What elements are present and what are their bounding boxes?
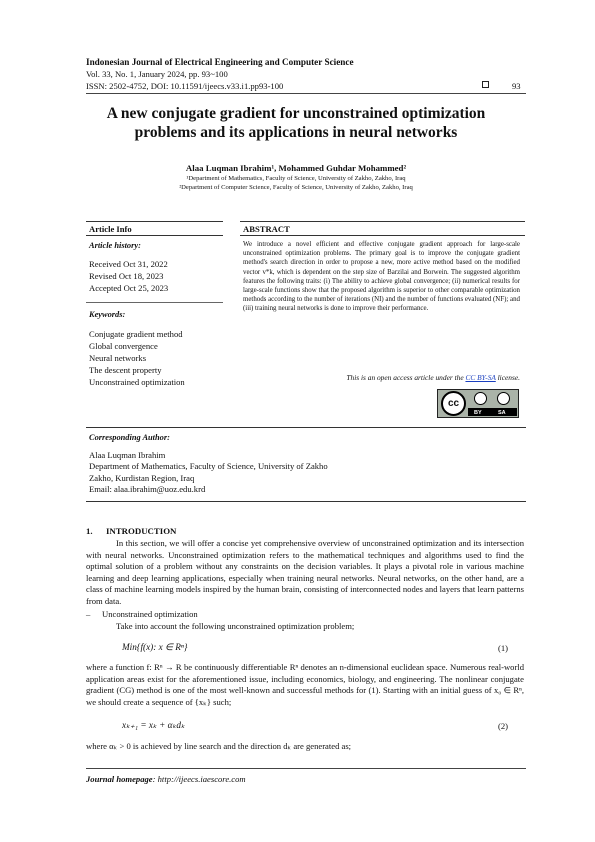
corresponding-name: Alaa Luqman Ibrahim <box>89 450 166 460</box>
cc-icon: cc <box>441 391 466 416</box>
abstract-top-rule <box>240 221 525 222</box>
corresponding-location: Zakho, Kurdistan Region, Iraq <box>89 473 195 483</box>
attribution-icon <box>474 392 487 405</box>
info-bottom-rule <box>86 427 526 428</box>
article-history-heading: Article history: <box>89 241 141 250</box>
affiliation-1: ¹Department of Mathematics, Faculty of Science, University of Zakho, Zakho, Iraq <box>186 175 406 182</box>
keyword-item: Neural networks <box>89 353 147 363</box>
paper-title <box>86 104 506 142</box>
paper-title-line-1: A new conjugate gradient for unconstrained optimization <box>106 105 486 122</box>
journal-homepage-url[interactable]: : http://ijeecs.iaescore.com <box>152 774 246 784</box>
page-number: 93 <box>512 81 521 91</box>
abstract-text: We introduce a novel efficient and effective conjugate gradient approach for large-scale unconstrained optimization problems. The primary goal is to improve the conjugate gradient method's search direction in order to propose a new, more active method based on the modified vector v*k, which is dependent on the step size of Barzilai and Borwein. The suggested algorithm features the following traits: (i) The ability to achieve global convergence; (ii) numerical results for large-scale functions show that the proposed algorithm is superior to other comparable optimization methods according to the number of iterations (NI) and the number of functions evaluated (NF); and (iii) training neural networks is done to improve their performance. <box>243 241 520 313</box>
history-accepted: Accepted Oct 25, 2023 <box>89 283 169 293</box>
share-alike-icon <box>497 392 510 405</box>
equation-1: Min{f(x): x ∈ Rⁿ} <box>122 642 188 652</box>
keyword-item: The descent property <box>89 365 162 375</box>
corresponding-author-heading: Corresponding Author: <box>89 433 170 442</box>
article-info-top-rule <box>86 221 223 222</box>
corresponding-department: Department of Mathematics, Faculty of Science, University of Zakho <box>89 461 328 471</box>
bullet-dash: – <box>86 609 91 619</box>
journal-homepage-label: Journal homepage <box>86 774 153 784</box>
corresponding-email[interactable]: Email: alaa.ibrahim@uoz.edu.krd <box>89 484 206 494</box>
journal-issn-doi: ISSN: 2502-4752, DOI: 10.11591/ijeecs.v33.i1.pp93-100 <box>86 81 284 91</box>
intro-paragraph-3: where a function f: Rⁿ → R be continuously differentiable Rⁿ denotes an n-dimensional euclidean space. Numerous real-world application areas exist for the aforementioned issue, including economics, biology, and engineering. The nonlinear conjugate gradient (CG) method is one of the most well-known and successful methods for (1). Starting with an initial guess of x₀ ∈ Rⁿ, we should create a sequence of {xₖ} such; <box>86 662 524 707</box>
equation-1-number: (1) <box>498 643 509 653</box>
article-info-heading: Article Info <box>89 224 132 234</box>
keyword-item: Conjugate gradient method <box>89 329 183 339</box>
keyword-item: Global convergence <box>89 341 158 351</box>
cc-by-sa-badge[interactable] <box>437 389 519 418</box>
abstract-heading: ABSTRACT <box>243 224 290 234</box>
license-suffix: license. <box>495 373 520 382</box>
square-icon <box>482 81 489 88</box>
section-title: INTRODUCTION <box>106 526 177 536</box>
bullet-item <box>86 609 198 619</box>
introduction-heading <box>86 526 176 536</box>
keywords-heading: Keywords: <box>89 310 126 319</box>
bullet-text: Unconstrained optimization <box>102 609 198 619</box>
intro-paragraph-1: In this section, we will offer a concise yet comprehensive overview of unconstrained optimization and its intersection with neural networks. Unconstrained optimization refers to the mathematical techniques and algorithms used to find the optimal solution of a problem without any constraints on the decision variables. It plays a pivotal role in various machine learning and deep learning applications, especially when training neural networks. Neural networks, on the other hand, are a class of machine learning models inspired by the human brain, consisting of interconnected nodes and layers that learn patterns from data. <box>86 538 524 606</box>
article-info-bottom-rule <box>86 235 223 236</box>
affiliation-2: ²Department of Computer Science, Faculty of Science, University of Zakho, Zakho, Iraq <box>179 184 413 191</box>
badge-by-label: BY <box>474 410 482 416</box>
license-prefix: This is an open access article under the <box>346 373 466 382</box>
cc-by-sa-link[interactable]: CC BY-SA <box>465 373 496 382</box>
license-statement <box>243 373 520 382</box>
section-number: 1. <box>86 526 93 536</box>
journal-name: Indonesian Journal of Electrical Engineering and Computer Science <box>86 57 354 67</box>
keywords-rule <box>86 302 223 303</box>
equation-2-number: (2) <box>498 721 509 731</box>
intro-paragraph-2: Take into account the following unconstrained optimization problem; <box>116 621 355 631</box>
equation-2: xₖ₊₁ = xₖ + αₖdₖ <box>122 720 185 730</box>
footer-divider <box>86 768 526 769</box>
history-received: Received Oct 31, 2022 <box>89 259 168 269</box>
abstract-bottom-rule <box>240 235 525 236</box>
keyword-item: Unconstrained optimization <box>89 377 185 387</box>
intro-paragraph-4: where αₖ > 0 is achieved by line search and the direction dₖ are generated as; <box>86 741 352 751</box>
journal-volume: Vol. 33, No. 1, January 2024, pp. 93~100 <box>86 69 228 79</box>
history-revised: Revised Oct 18, 2023 <box>89 271 164 281</box>
corresponding-bottom-rule <box>86 501 526 502</box>
badge-sa-label: SA <box>498 410 506 416</box>
authors: Alaa Luqman Ibrahim¹, Mohammed Guhdar Mohammed² <box>185 163 407 173</box>
journal-homepage <box>86 774 246 784</box>
header-divider <box>86 93 526 94</box>
paper-title-line-2: problems and its applications in neural networks <box>134 124 458 141</box>
